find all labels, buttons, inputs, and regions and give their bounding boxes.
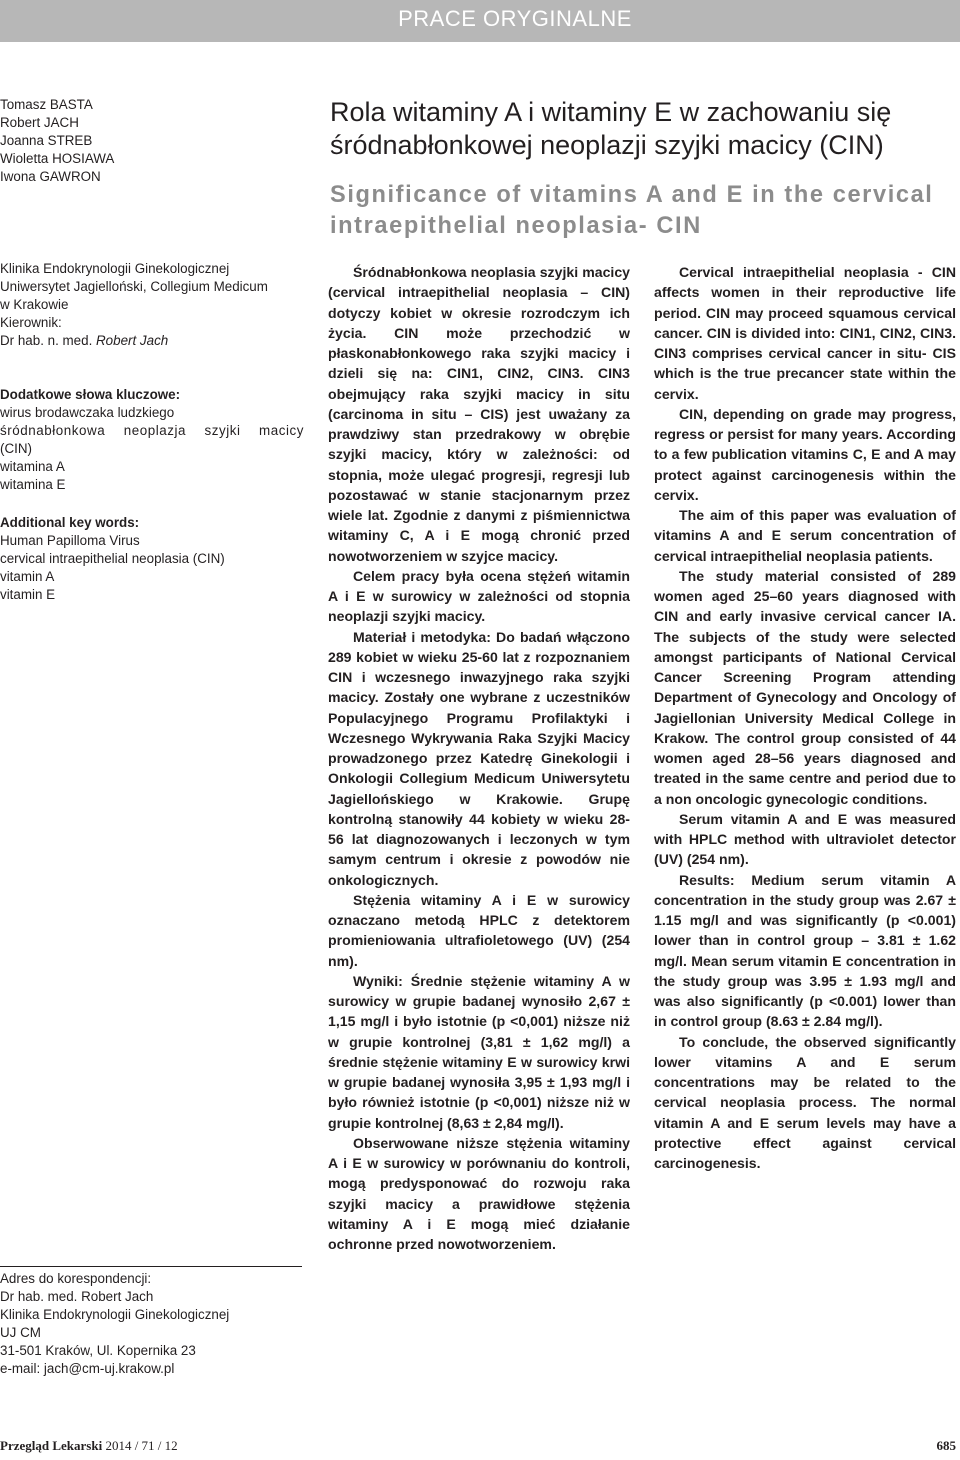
- affiliation-line: Kierownik:: [0, 315, 62, 330]
- section-header-bar: [0, 0, 960, 42]
- abstract-pl-paragraph: Celem pracy była ocena stężeń witamin A i E w surowicy w zależności od stopnia neoplazji szyjki macicy.: [328, 567, 630, 625]
- correspondence-line: Adres do korespondencji:: [0, 1271, 152, 1286]
- affiliation-head-name: Robert Jach: [96, 333, 169, 348]
- abstract-pl-paragraph: Materiał i metodyka: Do badań włączono 289 kobiet w wieku 25-60 lat z rozpoznaniem CIN i wczesnego inwazyjnego raka szyjki macicy. Zostały one wybrane z uczestników Populacyjnego Programu Profilaktyki i Wczesnego Wykrywania Raka Szyjki Macicy prowadzonego przez Katedrę Ginekologii i Onkologii Collegium Medicum Uniwersytetu Jagiellońskiego w Krakowie. Grupę kontrolną stanowiły 44 kobiety w wieku 28-56 lat diagnozowanych i leczonych w tym samym centrum i okresie z powodów nie onkologicznych.: [328, 628, 630, 888]
- keywords-pl-title: Dodatkowe słowa kluczowe:: [0, 387, 181, 402]
- keywords-en-title: Additional key words:: [0, 515, 140, 530]
- correspondence-email[interactable]: e-mail: jach@cm-uj.krakow.pl: [0, 1361, 175, 1376]
- affiliation-line: w Krakowie: [0, 297, 69, 312]
- correspondence-divider: [0, 1266, 302, 1267]
- keyword-en: cervical intraepithelial neoplasia (CIN): [0, 551, 225, 566]
- author: Tomasz BASTA: [0, 97, 93, 112]
- page-footer: [0, 1438, 960, 1458]
- abstract-pl-paragraph: Stężenia witaminy A i E w surowicy oznaczano metodą HPLC z detektorem promieniowania ultrafioletowego (UV) (254 nm).: [328, 891, 630, 969]
- abstract-en-paragraph: The aim of this paper was evaluation of vitamins A and E serum concentration of cervical intraepithelial neoplasia patients.: [654, 507, 956, 564]
- affiliation-head-prefix: Dr hab. n. med.: [0, 333, 97, 348]
- keyword-pl: (CIN): [0, 441, 32, 456]
- article-title-en: Significance of vitamins A and E in the cervical intraepithelial neoplasia- CIN: [330, 182, 934, 239]
- abstract-pl-paragraph: Wyniki: Średnie stężenie witaminy A w surowicy w grupie badanej wynosiło 2,67 ± 1,15 mg/l i było istotnie (p <0,001) niższe niż w grupie kontrolnej (3,81 ± 1,62 mg/l) a średnie stężenie witaminy E w surowicy krwi w grupie badanej wynosiła 3,95 ± 1,93 mg/l i było również istotnie (p <0,001) niższe niż w grupie kontrolnej (8,63 ± 2,84 mg/l).: [328, 972, 630, 1131]
- author: Wioletta HOSIAWA: [0, 151, 115, 166]
- keyword-pl: witamina A: [0, 459, 65, 474]
- author: Iwona GAWRON: [0, 169, 101, 184]
- keywords-en: [0, 514, 304, 604]
- correspondence-line: UJ CM: [0, 1325, 41, 1340]
- abstract-pl-paragraph: Obserwowane niższe stężenia witaminy A i E w surowicy w porównaniu do kontroli, mogą predysponować do rozwoju raka szyjki macicy a prawidłowe stężenia witaminy A i E mogą mieć działanie ochronne przed nowotworzeniem.: [328, 1134, 630, 1252]
- keyword-en: vitamin A: [0, 569, 55, 584]
- correspondence-line: Klinika Endokrynologii Ginekologicznej: [0, 1307, 230, 1322]
- keyword-pl: wirus brodawczaka ludzkiego: [0, 405, 175, 420]
- section-label: PRACE ORYGINALNE: [398, 6, 632, 31]
- affiliation-head: [0, 332, 304, 350]
- abstract-en-paragraph: The study material consisted of 289 women aged 25–60 years diagnosed with CIN and early invasive cervical cancer IA. The subjects of the study were selected amongst participants of National Cervical Cancer Screening Program attending Department of Gynecology and Oncology of Jagiellonian University Medical College in Krakow. The control group consisted of 44 women aged 28–56 years diagnosed and treated in the same centre and period due to a non oncologic gynecologic conditions.: [654, 567, 956, 807]
- author-list: [0, 96, 304, 186]
- journal-name: Przegląd Lekarski: [0, 1438, 103, 1453]
- affiliation-line: Klinika Endokrynologii Ginekologicznej: [0, 261, 230, 276]
- correspondence-line: 31-501 Kraków, Ul. Kopernika 23: [0, 1343, 196, 1358]
- footer-journal: [0, 1438, 178, 1454]
- left-sidebar: [0, 96, 304, 186]
- author: Joanna STREB: [0, 133, 93, 148]
- keyword-pl: witamina E: [0, 477, 66, 492]
- affiliation: [0, 260, 304, 350]
- abstract-pl: [328, 262, 630, 1254]
- correspondence-line: Dr hab. med. Robert Jach: [0, 1289, 154, 1304]
- author: Robert JACH: [0, 115, 79, 130]
- article-title-pl: Rola witaminy A i witaminy E w zachowaniu się śródnabłonkowej neoplazji szyjki macicy (CIN): [330, 97, 892, 160]
- abstract-en-paragraph: Cervical intraepithelial neoplasia - CIN affects women in their reproductive life period. CIN may proceed squamous cervical cancer. CIN is divided into: CIN1, CIN2, CIN3. CIN3 comprises cervical cancer in situ- CIS which is the true precancer state within the cervix.: [654, 264, 956, 402]
- abstract-en-paragraph: Results: Medium serum vitamin A concentration in the study group was 2.67 ± 1.15 mg/l and was significantly (p <0.001) lower than in control group – 3.81 ± 1.62 mg/l. Mean serum vitamin E concentration in the study group was 3.95 ± 1.93 mg/l and was also significantly (p <0.001) lower than in control group (8.63 ± 2.84 mg/l).: [654, 871, 956, 1030]
- keywords-pl: [0, 386, 304, 494]
- abstract-en-paragraph: CIN, depending on grade may progress, regress or persist for many years. According to a few publication vitamins C, E and A may protect against carcinogenesis within the cervix.: [654, 405, 956, 503]
- keyword-en: Human Papilloma Virus: [0, 533, 140, 548]
- keyword-pl: śródnabłonkowa neoplazja szyjki macicy: [0, 423, 304, 438]
- journal-issue: 2014 / 71 / 12: [105, 1438, 178, 1453]
- keyword-en: vitamin E: [0, 587, 56, 602]
- abstract-en: [654, 262, 956, 1173]
- abstract-en-paragraph: To conclude, the observed significantly lower vitamins A and E serum concentrations may be related to the cervical neoplasia process. The normal vitamin A and E serum levels may have a protective effect against cervical carcinogenesis.: [654, 1033, 956, 1171]
- affiliation-line: Uniwersytet Jagielloński, Collegium Medicum: [0, 279, 268, 294]
- page-number: 685: [936, 1438, 956, 1453]
- abstract-pl-paragraph: Śródnabłonkowa neoplasia szyjki macicy (cervical intraepithelial neoplasia – CIN) dotyczy kobiet w okresie rozrodczym ich życia. CIN może przechodzić w płaskonabłonkowego raka szyjki macicy i dzieli się na: CIN1, CIN2, CIN3. CIN3 obejmujący raka szyjki macicy in situ (carcinoma in situ – CIS) jest uważany za prawdziwy stan przedrakowy w obrębie szyjki macicy, który w zależności: od stopnia, może ulegać progresji, regresji lub pozostawać w stanie stacjonarnym przez wiele lat. Zgodnie z danymi z piśmiennictwa witaminy C, A i E mogą chronić przed nowotworzeniem w szyjce macicy.: [328, 264, 630, 564]
- correspondence: [0, 1270, 304, 1378]
- abstract-en-paragraph: Serum vitamin A and E was measured with HPLC method with ultraviolet detector (UV) (254 nm).: [654, 810, 956, 868]
